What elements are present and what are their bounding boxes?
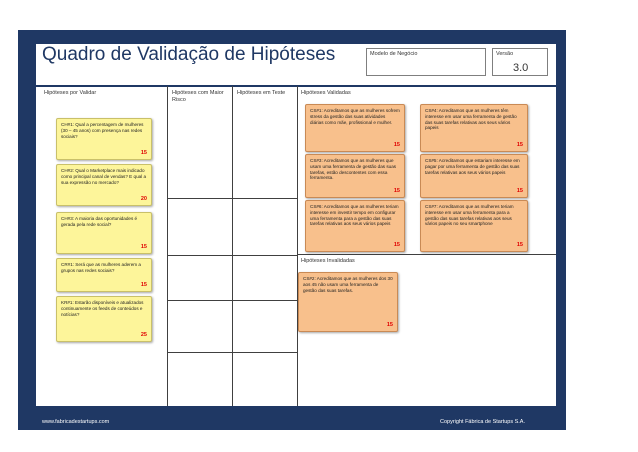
note-text: CH#3: A maioria das oportunidades é gerada pela rede social?: [61, 216, 138, 227]
board-top-border: [36, 85, 556, 87]
note-text: CH#1: Qual a percentagem de mulheres (30 – 45 anos) com presença nas redes sociais?: [61, 122, 144, 139]
note-text: CS#7: Acreditamos que as mulheres teriam interesse em usar uma ferramenta para a gestão das suas tarefas relativas aos seus vários papeis no seu smartphone: [425, 204, 514, 227]
hypothesis-note-cs3[interactable]: [305, 154, 405, 198]
modelo-negocio-label: Modelo de Negócio: [370, 51, 418, 57]
versao-label: Versão: [496, 51, 514, 57]
note-text: CS#1: Acreditamos que as mulheres sofrem stress da gestão das suas atividades diárias como mãe, profissional e mulher.: [310, 108, 400, 125]
validadas-invalidadas-divider: [297, 254, 556, 255]
hypothesis-note-ch1[interactable]: [56, 118, 152, 160]
note-text: CS#6: Acreditamos que as mulheres teriam interesse em investir tempo em configurar uma ferramenta para a gestão das suas tarefas relativas aos seus vários papeis: [310, 204, 399, 227]
note-score: 15: [393, 188, 400, 195]
hypothesis-note-kr1[interactable]: [56, 296, 152, 342]
note-score: 15: [393, 242, 400, 249]
risk-row-divider: [167, 198, 297, 199]
note-text: CS#4: Acreditamos que as mulheres têm interesse em usar uma ferramenta de gestão das suas tarefas relativas aos seus vários papeis: [425, 108, 517, 131]
note-text: CS#3: Acreditamos que as mulheres que usam uma ferramenta de gestão das suas tarefas, estão descontentes com essa ferramenta.: [310, 158, 397, 181]
hypothesis-note-cr1[interactable]: [56, 258, 152, 292]
page-title: Quadro de Validação de Hipóteses: [42, 44, 336, 65]
hypothesis-note-ch2[interactable]: [56, 164, 152, 206]
column-divider: [232, 86, 233, 406]
column-divider: [167, 86, 168, 406]
column-header-teste: Hipóteses em Teste: [237, 90, 286, 96]
column-header-validadas: Hipóteses Validadas: [301, 90, 351, 96]
footer-website[interactable]: www.fabricadestartups.com: [42, 419, 110, 425]
note-text: CH#2: Qual o Marketplace mais indicado como principal canal de vendas? E qual a sua expressão no mercado?: [61, 168, 147, 185]
note-text: KR#1: Estarão disponíveis e atualizados continuamente os feeds de conteúdos e notícias?: [61, 300, 144, 317]
note-score: 15: [140, 282, 147, 289]
footer-copyright: Copyright Fábrica de Startups S.A.: [440, 419, 525, 425]
note-score: 15: [516, 242, 523, 249]
hypothesis-note-cs1[interactable]: [305, 104, 405, 152]
note-score: 15: [393, 142, 400, 149]
hypothesis-note-cs2[interactable]: [298, 272, 398, 332]
note-score: 15: [140, 244, 147, 251]
column-divider: [297, 86, 298, 406]
note-score: 15: [516, 188, 523, 195]
risk-row-divider: [167, 300, 297, 301]
note-score: 15: [140, 150, 147, 157]
column-header-maior-risco: Hipóteses com Maior Risco: [172, 90, 224, 103]
hypothesis-note-ch3[interactable]: [56, 212, 152, 254]
hypothesis-note-cs6[interactable]: [305, 200, 405, 252]
versao-box[interactable]: [492, 48, 548, 76]
hypothesis-note-cs7[interactable]: [420, 200, 528, 252]
note-score: 25: [140, 332, 147, 339]
note-score: 20: [140, 196, 147, 203]
note-score: 15: [516, 142, 523, 149]
risk-row-divider: [167, 352, 297, 353]
modelo-negocio-box[interactable]: [366, 48, 486, 76]
note-text: CS#2: Acreditamos que as mulheres dos 30 aos 45 não usam uma ferramenta de gestão das suas tarefas.: [303, 276, 393, 293]
note-score: 15: [386, 322, 393, 329]
risk-row-divider: [167, 255, 297, 256]
note-text: CS#5: Acreditamos que estariam interesse em pagar por uma ferramenta de gestão das suas tarefas relativas aos seus vários papeis: [425, 158, 520, 175]
column-header-validar: Hipóteses por Validar: [44, 90, 97, 96]
hypothesis-note-cs4[interactable]: [420, 104, 528, 152]
column-header-invalidadas: Hipóteses Invalidadas: [301, 258, 355, 264]
versao-value: 3.0: [513, 62, 529, 74]
hypothesis-note-cs5[interactable]: [420, 154, 528, 198]
note-text: CR#1: Será que as mulheres aderem a grupos nas redes sociais?: [61, 262, 141, 273]
